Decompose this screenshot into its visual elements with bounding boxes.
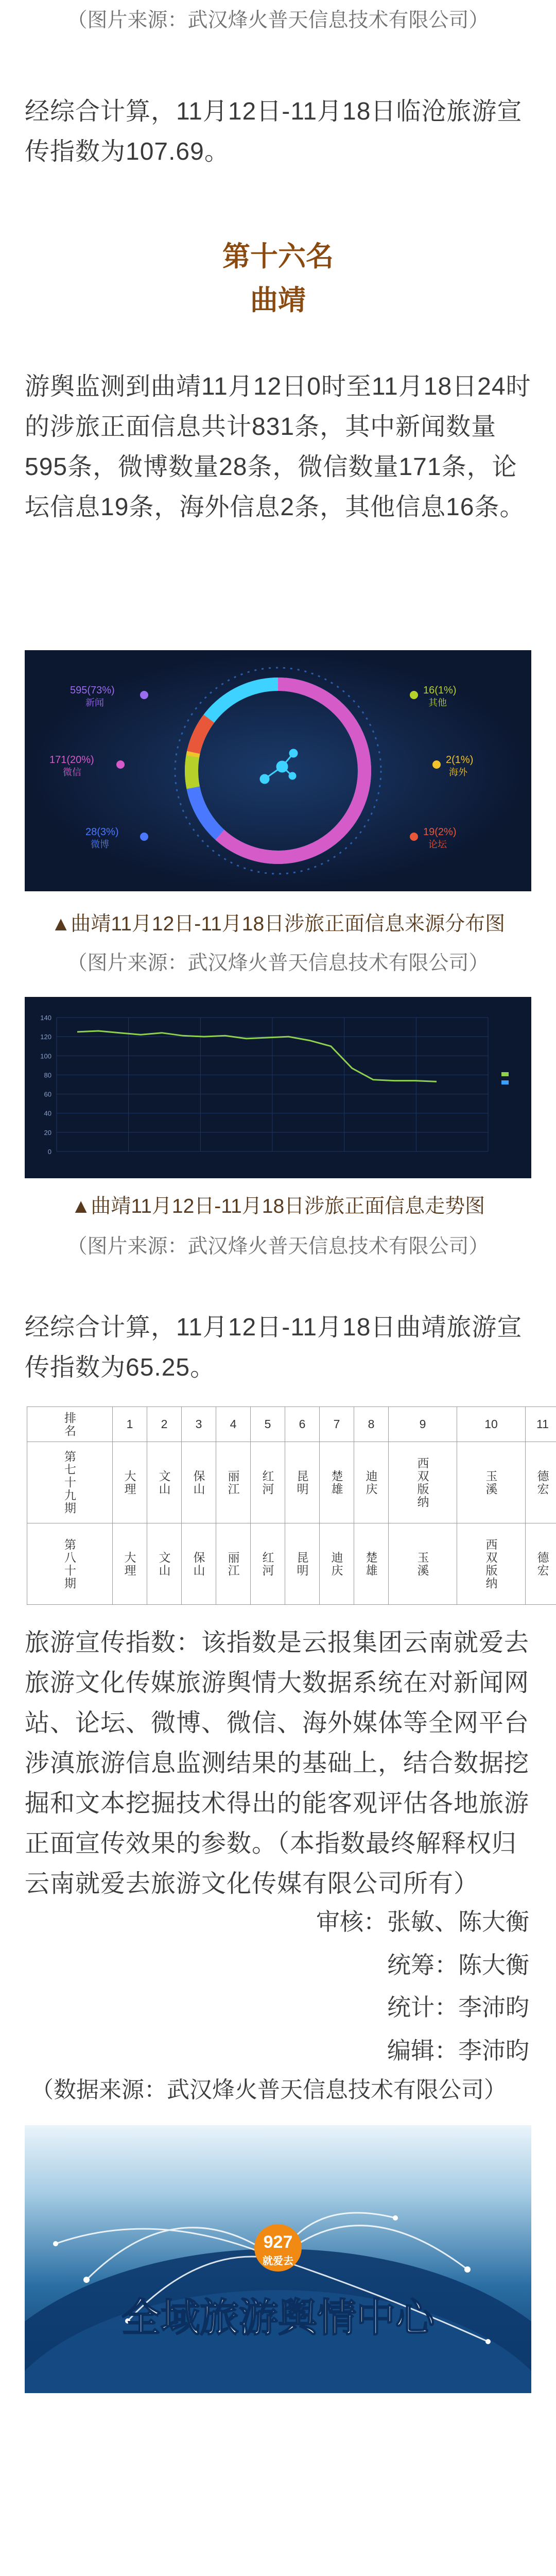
qujing-index-summary: 经综合计算，11月12日-11月18日曲靖旅游宣传指数为65.25。: [25, 1314, 523, 1381]
trend-line-chart: [25, 997, 531, 1178]
other-dot: [410, 691, 418, 699]
credit-reviewer: 审核：张敏、陈大衡: [316, 1908, 529, 1935]
other-value-label: 16(1%): [423, 685, 457, 696]
news-name-label: 新闻: [85, 698, 104, 708]
banner-map-graphic: [25, 2125, 531, 2393]
ranking-column-header: 4: [216, 1407, 251, 1442]
banner-logo-number: 927: [263, 2232, 293, 2252]
other-name-label: 其他: [428, 698, 447, 708]
y-tick-label: 60: [44, 1090, 51, 1098]
ranking-cell: 迪庆: [354, 1442, 389, 1523]
ranking-cell: 红河: [251, 1523, 285, 1605]
y-tick-label: 40: [44, 1109, 51, 1117]
ranking-row-label: 第八十期: [27, 1523, 113, 1605]
index-definition-note: 旅游宣传指数：该指数是云报集团云南就爱去旅游文化传媒旅游舆情大数据系统在对新闻网站、论坛、微博、微信、海外媒体等全网平台涉滇旅游信息监测结果的基础上，结合数据挖掘和文本挖掘技术得出的能客观评估各地旅游正面宣传效果的参数。（本指数最终解释权归云南就爱去旅游文化传媒有限公司所有）: [25, 1629, 530, 1897]
weibo-dot: [140, 833, 148, 841]
wechat-name-label: 微信: [63, 767, 81, 777]
ranking-column-header: 11: [526, 1407, 556, 1442]
ranking-row-label: 第七十九期: [27, 1442, 113, 1523]
ranking-cell: 楚雄: [354, 1523, 389, 1605]
overseas-dot: [432, 760, 441, 769]
ranking-cell: 昆明: [285, 1523, 320, 1605]
y-tick-label: 20: [44, 1128, 51, 1137]
brand-footer-graphic: [0, 2421, 556, 2576]
credit-editor: 编辑：李沛昀: [387, 2037, 529, 2064]
opinion-center-banner: [25, 2125, 531, 2393]
ranking-column-header: 6: [285, 1407, 320, 1442]
ranking-cell: 迪庆: [320, 1523, 354, 1605]
ranking-cell: 西双版纳: [389, 1442, 457, 1523]
lincang-index-summary: 经综合计算，11月12日-11月18日临沧旅游宣传指数为107.69。: [25, 98, 523, 165]
weibo-value-label: 28(3%): [85, 826, 119, 838]
pie-chart-caption: ▲曲靖11月12日-11月18日涉旅正面信息来源分布图: [50, 913, 506, 935]
brand-footer: [0, 2421, 556, 2576]
line-image-source: （图片来源：武汉烽火普天信息技术有限公司）: [67, 1235, 489, 1258]
rank-title: 第十六名: [222, 241, 334, 272]
banner-logo-name: 就爱去: [263, 2256, 293, 2267]
ranking-cell: 楚雄: [320, 1442, 354, 1523]
forum-value-label: 19(2%): [423, 826, 457, 838]
credit-statistics: 统计：李沛昀: [387, 1994, 529, 2021]
ranking-column-header: 2: [147, 1407, 182, 1442]
ranking-cell: 昆明: [285, 1442, 320, 1523]
ranking-row-79: [27, 1442, 556, 1523]
ranking-column-header: 3: [182, 1407, 216, 1442]
ranking-column-header: 8: [354, 1407, 389, 1442]
y-tick-label: 0: [47, 1148, 51, 1156]
city-title: 曲靖: [250, 285, 306, 316]
qujing-intro-paragraph: 游舆监测到曲靖11月12日0时至11月18日24时的涉旅正面信息共计831条，其中新闻数量595条，微博数量28条，微信数量171条，论坛信息19条，海外信息2条，其他信息16条。: [25, 373, 531, 521]
ranking-header-label: 排名: [27, 1407, 113, 1442]
legend-swatch-green: [501, 1072, 509, 1076]
credit-data-source: （数据来源：武汉烽火普天信息技术有限公司）: [31, 2077, 507, 2103]
image-source-note: （图片来源：武汉烽火普天信息技术有限公司）: [67, 9, 489, 31]
forum-dot: [410, 833, 418, 841]
ranking-column-header: 5: [251, 1407, 285, 1442]
ranking-cell: 玉溪: [457, 1442, 526, 1523]
ranking-cell: 文山: [147, 1442, 182, 1523]
ranking-cell: 保山: [182, 1442, 216, 1523]
source-distribution-svg: [25, 650, 531, 891]
wechat-value-label: 171(20%): [49, 754, 94, 766]
y-tick-label: 120: [40, 1033, 51, 1041]
ranking-cell: 文山: [147, 1523, 182, 1605]
wechat-dot: [116, 760, 125, 769]
y-tick-label: 100: [40, 1052, 51, 1060]
ranking-column-header: 9: [389, 1407, 457, 1442]
ranking-table: [27, 1406, 556, 1605]
ranking-column-header: 10: [457, 1407, 526, 1442]
ranking-table-wrapper: [27, 1406, 549, 1605]
legend-swatch-blue: [501, 1080, 509, 1084]
ranking-cell: 丽江: [216, 1442, 251, 1523]
news-dot: [140, 691, 148, 699]
forum-name-label: 论坛: [428, 839, 447, 850]
ranking-row-80: [27, 1523, 556, 1605]
pie-image-source: （图片来源：武汉烽火普天信息技术有限公司）: [67, 952, 489, 974]
ranking-header-row: [27, 1407, 556, 1442]
ranking-cell: 丽江: [216, 1523, 251, 1605]
source-distribution-chart: [25, 650, 531, 891]
news-value-label: 595(73%): [70, 685, 115, 696]
overseas-value-label: 2(1%): [446, 754, 474, 766]
ranking-cell: 玉溪: [389, 1523, 457, 1605]
ranking-cell: 保山: [182, 1523, 216, 1605]
credit-coordinator: 统筹：陈大衡: [387, 1952, 529, 1978]
ranking-cell: 西双版纳: [457, 1523, 526, 1605]
line-chart-caption: ▲曲靖11月12日-11月18日涉旅正面信息走势图: [71, 1195, 485, 1217]
ranking-cell: 大理: [113, 1523, 147, 1605]
ranking-cell: 大理: [113, 1442, 147, 1523]
trend-line-svg: [25, 997, 531, 1178]
y-tick-label: 140: [40, 1014, 51, 1022]
ranking-column-header: 1: [113, 1407, 147, 1442]
y-tick-label: 80: [44, 1071, 51, 1079]
overseas-name-label: 海外: [449, 767, 467, 777]
ranking-cell: 德宏: [526, 1442, 556, 1523]
ranking-column-header: 7: [320, 1407, 354, 1442]
banner-title: 全域旅游舆情中心: [121, 2296, 435, 2340]
weibo-name-label: 微博: [91, 839, 109, 850]
ranking-cell: 红河: [251, 1442, 285, 1523]
ranking-cell: 德宏: [526, 1523, 556, 1605]
